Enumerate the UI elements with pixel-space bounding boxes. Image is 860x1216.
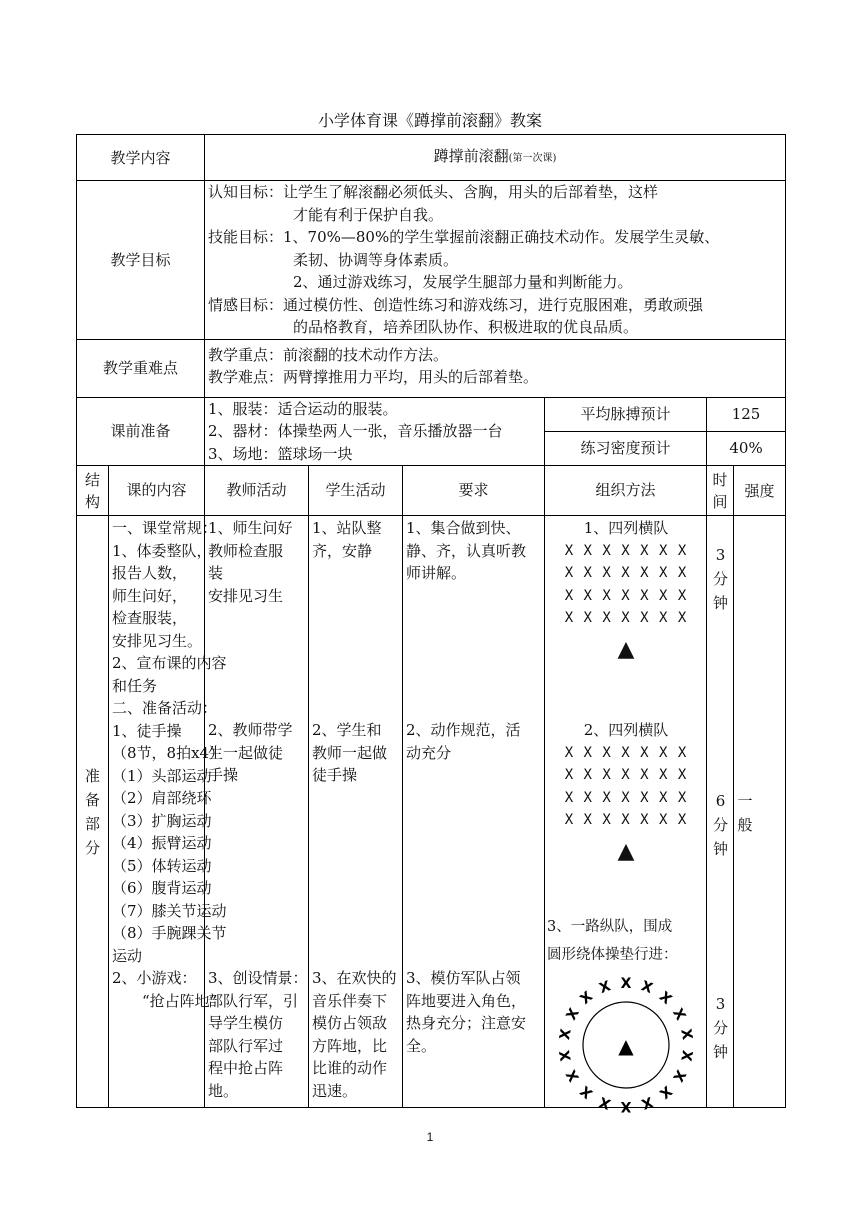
student-x-mark: X <box>639 1092 655 1112</box>
content-line: （7）膝关节运动 <box>112 901 227 920</box>
formation-title: 3、一路纵队，围成 <box>547 919 673 935</box>
student-x-mark: X <box>557 1027 575 1042</box>
teacher-line: 安排见习生 <box>208 586 284 605</box>
prep-line: 1、服装：适合运动的服装。 <box>208 399 398 418</box>
header-organization: 组织方法 <box>545 466 707 516</box>
formation-row: X X X X X X X <box>564 587 688 604</box>
formation-row: X X X X X X X <box>564 767 688 783</box>
content-line: （8）手腕踝关节 <box>112 924 227 942</box>
objective-line: 柔韧、协调等身体素质。 <box>293 250 459 269</box>
formation-row: X X X X X X X <box>564 610 688 626</box>
student-activity-2 <box>312 719 387 787</box>
student-line: 迅速。 <box>312 1081 358 1100</box>
requirement-line: 热身充分；注意安 <box>406 1014 527 1032</box>
teacher-line: 程中抢占阵 <box>208 1059 284 1077</box>
header-student: 学生活动 <box>309 466 403 516</box>
formation-title: 2、四列横队 <box>583 721 669 739</box>
formation-3 <box>545 910 707 1120</box>
pulse-value-cell <box>707 397 786 431</box>
student-line: 齐，安静 <box>312 541 373 560</box>
student-activity-1 <box>312 517 399 562</box>
content-line: 一、课堂常规： <box>112 519 218 537</box>
student-x-mark: X <box>677 1048 695 1063</box>
header-structure: 结构 <box>77 466 109 516</box>
content-line: （8节，8拍x4） <box>112 744 225 762</box>
requirement-1 <box>406 517 541 585</box>
requirement-line: 3、模仿军队占领 <box>406 969 521 987</box>
content-line: 2、小游戏： <box>112 969 197 987</box>
header-time: 时间 <box>707 466 734 516</box>
student-activity-3 <box>312 967 397 1102</box>
content-line: 2、宣布课的内容 <box>112 654 227 672</box>
student-line: 方阵地，比 <box>312 1036 388 1055</box>
formation-row: X X X X X X X <box>564 789 688 806</box>
objective-line: 2、通过游戏练习，发展学生腿部力量和判断能力。 <box>293 273 633 291</box>
document-title: 小学体育课《蹲撑前滚翻》教案 <box>317 111 542 130</box>
student-x-mark: X <box>655 1082 675 1102</box>
content-line: 检查服装， <box>112 609 188 627</box>
teacher-line: 教师检查服 <box>208 541 284 560</box>
objective-line: 的品格教育，培养团队协作、积极进取的优良品质。 <box>293 318 639 336</box>
formation-title: 1、四列横队 <box>583 519 669 537</box>
intensity-value: 一 般 <box>737 792 753 834</box>
requirement-line: 静、齐，认真听教 <box>406 541 527 560</box>
content-line: （2）肩部绕环 <box>112 789 212 807</box>
student-line: 模仿占领敌 <box>312 1014 388 1032</box>
teacher-line: 3、创设情景： <box>208 969 308 987</box>
keypoints-label-cell <box>77 339 205 397</box>
prep-line: 3、场地：篮球场一块 <box>208 444 353 463</box>
objectives-cell <box>205 181 786 340</box>
content-line: （4）振臂运动 <box>112 834 212 852</box>
objective-line: 才能有利于保护自我。 <box>293 205 444 224</box>
content-line: 报告人数， <box>112 564 188 582</box>
student-line: 1、站队整 <box>312 519 382 537</box>
student-x-mark: X <box>669 1005 689 1024</box>
section-content-cell <box>109 516 227 1108</box>
density-label: 练习密度预计 <box>580 439 671 458</box>
formation-row: X X X X X X X <box>564 565 688 581</box>
pulse-value: 125 <box>731 404 761 423</box>
content-line: 1、徒手操 <box>112 721 182 740</box>
teacher-activity-2 <box>208 719 293 787</box>
density-value-cell <box>707 431 786 465</box>
page-number: 1 <box>426 1130 434 1144</box>
pulse-label-cell <box>545 397 707 431</box>
section-name: 准 备 部 分 <box>84 766 100 857</box>
teacher-line: 2、教师带学 <box>208 721 293 739</box>
prep-cell <box>205 397 545 466</box>
student-line: 音乐伴奏下 <box>312 991 388 1010</box>
keypoint-line: 教学难点：两臂撑推用力平均，用头的后部着垫。 <box>208 368 539 386</box>
student-x-mark: X <box>563 1066 583 1085</box>
prep-label: 课前准备 <box>110 422 171 441</box>
formation-title: 圆形绕体操垫行进： <box>547 947 678 963</box>
teacher-activity-cell <box>205 516 309 1108</box>
content-line: 和任务 <box>112 676 158 695</box>
keypoints-cell <box>205 339 786 397</box>
content-title-cell <box>205 135 786 181</box>
content-line: “抢占阵地” <box>142 991 218 1010</box>
formation-row: X X X X X X X <box>564 542 688 559</box>
student-x-mark: X <box>639 978 655 998</box>
formation-2 <box>545 719 707 866</box>
student-x-mark: X <box>620 1098 632 1114</box>
prep-label-cell <box>77 397 205 466</box>
student-activity-cell <box>309 516 403 1108</box>
content-label: 教学内容 <box>110 148 171 167</box>
teacher-line: 部队行军过 <box>208 1036 284 1055</box>
student-x-mark: X <box>577 1082 597 1102</box>
organization-cell <box>545 516 707 1114</box>
objectives-label-cell <box>77 181 205 340</box>
content-label-cell <box>77 135 205 181</box>
time-3: 3 分 钟 <box>712 995 728 1061</box>
requirement-line: 动充分 <box>406 743 452 762</box>
student-x-mark: X <box>563 1005 583 1024</box>
content-title: 蹲撑前滚翻 <box>433 146 509 165</box>
time-2: 6 分 钟 <box>712 792 728 858</box>
circle-formation-svg <box>551 970 701 1120</box>
keypoints-label: 教学重难点 <box>102 359 178 377</box>
requirement-cell <box>403 516 545 1108</box>
requirement-line: 阵地要进入角色， <box>406 991 527 1010</box>
student-line: 2、学生和 <box>312 721 382 739</box>
content-line: （3）扩胸运动 <box>112 811 212 830</box>
requirement-2 <box>406 719 521 764</box>
student-x-mark: X <box>557 1048 575 1063</box>
header-teacher: 教师活动 <box>205 466 309 516</box>
student-x-mark: X <box>597 1092 613 1112</box>
objective-line: 认知目标：让学生了解滚翻必须低头、含胸，用头的后部着垫，这样 <box>208 183 659 201</box>
header-content: 课的内容 <box>109 466 205 516</box>
requirement-line: 1、集合做到快、 <box>406 519 521 537</box>
teacher-line: 1、师生问好 <box>208 519 293 537</box>
objectives-label: 教学目标 <box>110 250 171 269</box>
formation-row: X X X X X X X <box>564 812 688 828</box>
density-label-cell <box>545 431 707 465</box>
content-line: 运动 <box>112 946 143 965</box>
prep-line: 2、器材：体操垫两人一张，音乐播放器一台 <box>208 422 503 440</box>
student-x-mark: X <box>669 1066 689 1085</box>
student-x-mark: X <box>677 1027 695 1042</box>
time-cell <box>707 516 734 1108</box>
content-line: （1）头部运动 <box>112 766 212 785</box>
teacher-line: 生一起做徒 <box>208 743 284 762</box>
header-requirement: 要求 <box>403 466 545 516</box>
requirement-line: 全。 <box>406 1036 437 1055</box>
content-line: （5）体转运动 <box>112 856 212 875</box>
teacher-triangle-icon: ▲ <box>617 636 635 662</box>
objective-line: 技能目标：1、70%—80%的学生掌握前滚翻正确技术动作。发展学生灵敏、 <box>208 228 720 246</box>
student-line: 教师一起做 <box>312 743 388 762</box>
teacher-line: 导学生模仿 <box>208 1014 284 1032</box>
objective-line: 情感目标：通过模仿性、创造性练习和游戏练习，进行克服困难，勇敢顽强 <box>208 295 704 314</box>
content-line: 师生问好， <box>112 586 188 605</box>
intensity-cell <box>734 516 786 1108</box>
student-x-mark: X <box>597 978 613 998</box>
teacher-triangle-icon: ▲ <box>618 1034 634 1058</box>
student-x-mark: X <box>620 976 632 992</box>
student-x-mark: X <box>655 988 675 1008</box>
header-intensity: 强度 <box>734 466 786 516</box>
density-value: 40% <box>729 439 763 458</box>
content-line: 安排见习生。 <box>112 631 203 650</box>
student-line: 徒手操 <box>312 766 358 784</box>
teacher-triangle-icon: ▲ <box>617 838 635 864</box>
content-note: (第一次课) <box>508 152 557 164</box>
teacher-line: 地。 <box>208 1081 239 1100</box>
circle-formation <box>551 970 701 1120</box>
requirement-line: 师讲解。 <box>406 564 467 582</box>
teacher-activity-1 <box>208 517 305 607</box>
content-line: （6）腹背运动 <box>112 879 212 897</box>
teacher-line: 手操 <box>208 766 239 784</box>
student-line: 3、在欢快的 <box>312 969 397 987</box>
student-x-mark: X <box>577 988 597 1008</box>
formation-row: X X X X X X X <box>564 744 688 761</box>
teacher-line: 装 <box>208 564 224 582</box>
keypoint-line: 教学重点：前滚翻的技术动作方法。 <box>208 345 449 364</box>
teacher-line: 部队行军，引 <box>208 991 299 1010</box>
pulse-label: 平均脉搏预计 <box>580 404 671 423</box>
requirement-line: 2、动作规范，活 <box>406 721 521 739</box>
requirement-3 <box>406 967 526 1057</box>
lesson-plan-table <box>76 134 786 1114</box>
teacher-activity-3 <box>208 967 308 1102</box>
student-line: 比谁的动作 <box>312 1059 388 1077</box>
content-line: 二、准备活动： <box>112 699 218 717</box>
section-name-cell <box>77 516 109 1108</box>
content-line: 1、体委整队， <box>112 541 212 560</box>
time-1: 3 分 钟 <box>712 546 728 612</box>
formation-1 <box>545 517 707 664</box>
